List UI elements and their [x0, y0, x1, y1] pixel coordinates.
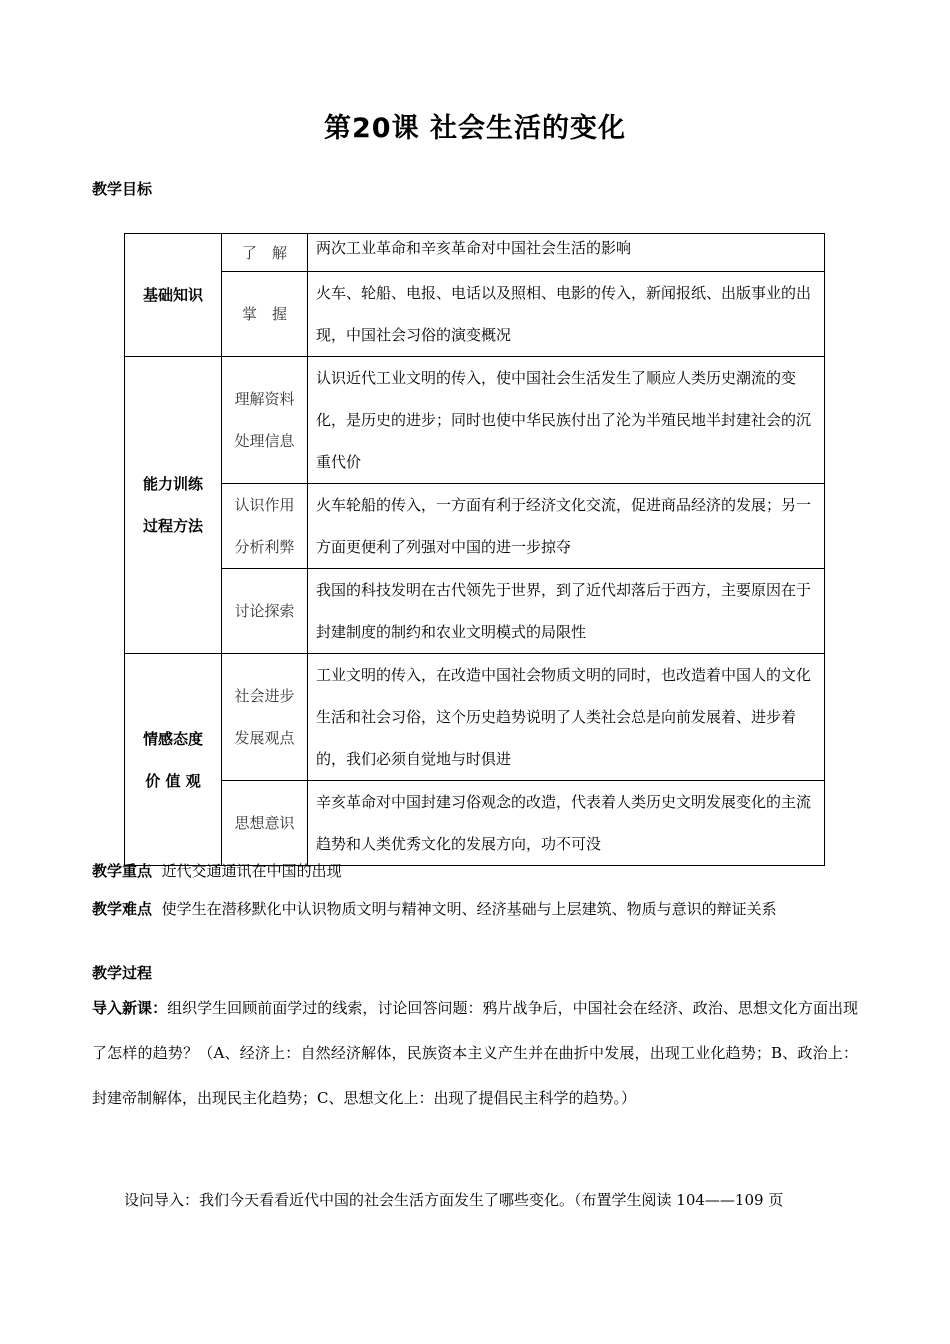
key-point — [92, 860, 342, 881]
row-text: 火车、轮船、电报、电话以及照相、电影的传入，新闻报纸、出版事业的出现，中国社会习俗的演变概况 — [308, 272, 825, 357]
intro-text: 组织学生回顾前面学过的线索，讨论回答问题：鸦片战争后，中国社会在经济、政治、思想文化方面出现了怎样的趋势？（A、经济上：自然经济解体，民族资本主义产生并在曲折中发展，出现工业化趋势；B、政治上：封建帝制解体，出现民主化趋势；C、思想文化上：出现了提倡民主科学的趋势。） — [92, 999, 858, 1107]
key-point-label: 教学重点 — [92, 862, 153, 880]
row-label: 思想意识 — [222, 781, 308, 866]
row-text: 火车轮船的传入，一方面有利于经济文化交流，促进商品经济的发展；另一方面更便利了列强对中国的进一步掠夺 — [308, 484, 825, 569]
row-label: 讨论探索 — [222, 569, 308, 654]
category-emotion — [125, 654, 222, 866]
row-label: 掌 握 — [222, 272, 308, 357]
category-line: 能力训练 — [142, 475, 203, 493]
question-intro: 设问导入：我们今天看看近代中国的社会生活方面发生了哪些变化。（布置学生阅读 104——109 页 — [124, 1191, 784, 1209]
label-line: 发展观点 — [234, 729, 295, 747]
intro-label: 导入新课： — [92, 999, 168, 1017]
objectives-heading: 教学目标 — [92, 180, 153, 198]
category-line: 过程方法 — [142, 517, 203, 535]
table-row — [125, 357, 825, 484]
row-text: 认识近代工业文明的传入，使中国社会生活发生了顺应人类历史潮流的变化，是历史的进步；同时也使中华民族付出了沦为半殖民地半封建社会的沉重代价 — [308, 357, 825, 484]
row-label: 了 解 — [222, 234, 308, 272]
intro-paragraph — [92, 986, 858, 1121]
objectives-table — [124, 233, 825, 866]
row-text: 我国的科技发明在古代领先于世界，到了近代却落后于西方，主要原因在于封建制度的制约和农业文明模式的局限性 — [308, 569, 825, 654]
difficulty-label: 教学难点 — [92, 900, 153, 918]
table-row — [125, 272, 825, 357]
row-label — [222, 357, 308, 484]
table-row — [125, 484, 825, 569]
page-title: 第20课 社会生活的变化 — [324, 113, 626, 144]
category-line: 情感态度 — [142, 729, 203, 748]
key-point-text: 近代交通通讯在中国的出现 — [161, 862, 342, 880]
category-ability — [125, 357, 222, 654]
table-row — [125, 781, 825, 866]
table-row — [125, 234, 825, 272]
table-row — [125, 654, 825, 781]
label-line: 社会进步 — [234, 687, 295, 705]
row-text: 辛亥革命对中国封建习俗观念的改造，代表着人类历史文明发展变化的主流趋势和人类优秀文化的发展方向，功不可没 — [308, 781, 825, 866]
difficulty — [92, 898, 777, 919]
label-line: 处理信息 — [234, 432, 295, 450]
process-heading: 教学过程 — [92, 964, 153, 982]
category-basic: 基础知识 — [125, 234, 222, 357]
row-text: 两次工业革命和辛亥革命对中国社会生活的影响 — [308, 234, 825, 272]
row-text: 工业文明的传入，在改造中国社会物质文明的同时，也改造着中国人的文化生活和社会习俗，这个历史趋势说明了人类社会总是向前发展着、进步着的，我们必须自觉地与时俱进 — [308, 654, 825, 781]
row-label — [222, 654, 308, 781]
difficulty-text: 使学生在潜移默化中认识物质文明与精神文明、经济基础与上层建筑、物质与意识的辩证关系 — [161, 900, 777, 918]
label-line: 理解资料 — [234, 390, 295, 408]
label-line: 认识作用 — [234, 496, 295, 514]
table-row — [125, 569, 825, 654]
label-line: 分析利弊 — [234, 538, 295, 556]
category-line: 价 值 观 — [145, 771, 201, 790]
row-label — [222, 484, 308, 569]
